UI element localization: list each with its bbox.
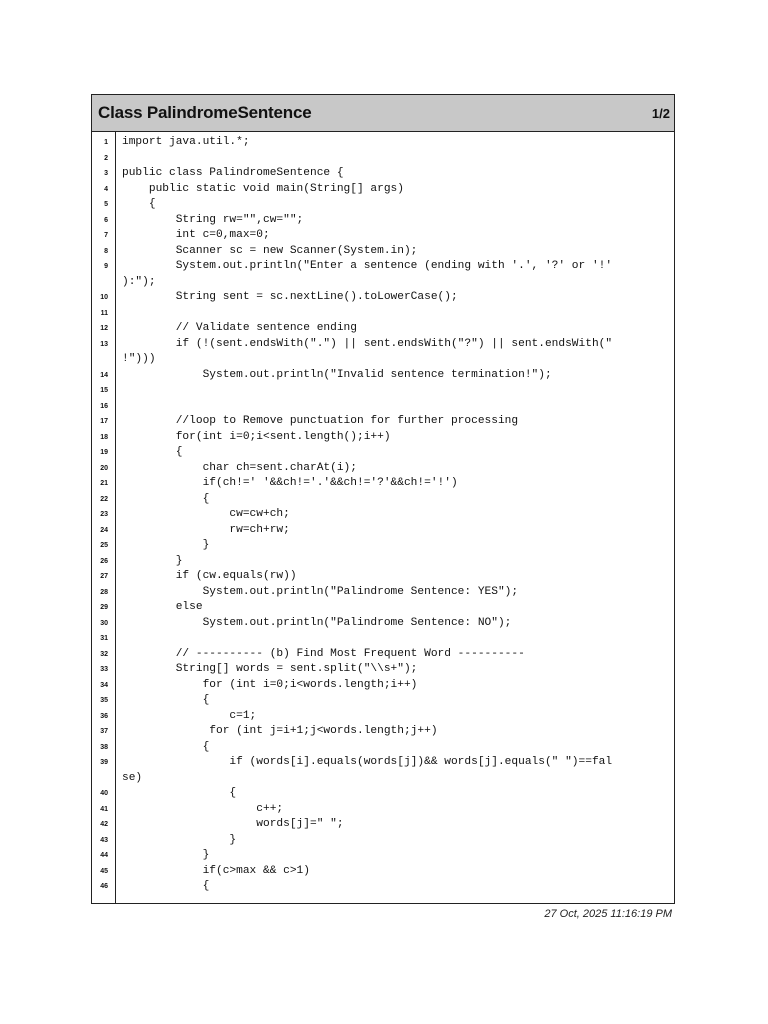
- line-number: 2: [104, 154, 108, 162]
- code-text: se): [122, 771, 143, 784]
- code-line: [92, 228, 674, 244]
- code-line: [92, 213, 674, 229]
- line-number: 32: [100, 650, 108, 658]
- code-line: [92, 879, 674, 895]
- code-line: [92, 337, 674, 353]
- code-text: {: [122, 446, 183, 458]
- line-number: 3: [104, 170, 108, 177]
- line-number: 22: [100, 495, 108, 503]
- code-text: System.out.println("Palindrome Sentence: YES");: [122, 585, 519, 598]
- code-line: [92, 600, 674, 616]
- code-text: String rw="",cw="";: [122, 213, 304, 226]
- code-text: // Validate sentence ending: [122, 322, 357, 334]
- code-text: for(int i=0;i<sent.length();i++): [122, 430, 391, 443]
- line-number: 25: [100, 542, 108, 549]
- line-number: 9: [104, 263, 108, 270]
- line-number: 39: [100, 759, 108, 766]
- line-number: 44: [100, 852, 108, 859]
- code-line: [92, 709, 674, 725]
- code-line: [92, 182, 674, 198]
- code-text: // ---------- (b) Find Most Frequent Word ----------: [122, 647, 525, 660]
- code-line: [92, 631, 674, 647]
- code-line: [92, 848, 674, 864]
- code-text: {: [122, 740, 210, 753]
- code-line: [92, 321, 674, 337]
- line-number: 40: [100, 790, 108, 797]
- code-text: if(ch!=' '&&ch!='.'&&ch!='?'&&ch!='!'): [122, 477, 458, 489]
- code-line: [92, 740, 674, 756]
- code-line: [92, 554, 674, 570]
- line-number: 43: [100, 836, 108, 844]
- line-number: 23: [100, 511, 108, 518]
- code-line: [92, 585, 674, 601]
- line-number: 41: [100, 805, 108, 813]
- line-number: 6: [104, 216, 108, 224]
- code-text: words[j]=" ";: [122, 818, 344, 830]
- line-number: 26: [100, 557, 108, 565]
- code-text: {: [122, 492, 210, 505]
- code-line: [92, 647, 674, 663]
- code-text: !"))): [122, 353, 156, 365]
- line-number: 28: [100, 588, 108, 596]
- code-text: }: [122, 539, 210, 551]
- listing-header: [92, 95, 674, 132]
- line-number: 11: [100, 309, 108, 317]
- line-number: 45: [100, 867, 108, 875]
- code-text: System.out.println("Palindrome Sentence: NO");: [122, 616, 512, 629]
- line-number: 18: [100, 433, 108, 441]
- class-title: Class PalindromeSentence: [98, 103, 312, 122]
- code-line: [92, 616, 674, 632]
- code-line: [92, 352, 674, 368]
- line-number: 24: [100, 526, 108, 534]
- code-text: if (words[i].equals(words[j])&& words[j].equals(" ")==fal: [122, 756, 613, 768]
- code-text: int c=0,max=0;: [122, 229, 270, 241]
- line-number: 4: [104, 185, 108, 193]
- line-number: 46: [100, 883, 108, 890]
- code-listing-frame: [91, 94, 675, 904]
- line-number: 16: [100, 402, 108, 410]
- code-line: [92, 693, 674, 709]
- line-number: 17: [100, 418, 108, 425]
- line-number: 20: [100, 464, 108, 472]
- code-line: [92, 414, 674, 430]
- code-line: [92, 166, 674, 182]
- code-line: [92, 662, 674, 678]
- line-number: 30: [100, 619, 108, 627]
- code-text: public class PalindromeSentence {: [122, 167, 344, 179]
- code-line: [92, 461, 674, 477]
- print-timestamp: 27 Oct, 2025 11:16:19 PM: [544, 908, 672, 920]
- code-line: [92, 476, 674, 492]
- line-number: 14: [100, 371, 108, 379]
- line-number: 8: [104, 247, 108, 255]
- code-line: [92, 197, 674, 213]
- code-line: [92, 678, 674, 694]
- line-number: 37: [100, 728, 108, 735]
- code-text: {: [122, 787, 237, 799]
- line-number: 42: [100, 821, 108, 828]
- code-line: [92, 368, 674, 384]
- code-line: [92, 538, 674, 554]
- code-text: String[] words = sent.split("\\s+");: [122, 663, 418, 675]
- code-line: [92, 724, 674, 740]
- code-text: char ch=sent.charAt(i);: [122, 461, 357, 474]
- code-line: [92, 445, 674, 461]
- code-text: for (int j=i+1;j<words.length;j++): [122, 725, 438, 737]
- line-number: 38: [100, 743, 108, 751]
- code-line: [92, 802, 674, 818]
- code-line: [92, 383, 674, 399]
- code-text: import java.util.*;: [122, 136, 250, 148]
- line-number: 7: [104, 232, 108, 239]
- code-line: [92, 151, 674, 167]
- code-text: rw=ch+rw;: [122, 523, 290, 536]
- line-number: 27: [100, 573, 108, 580]
- code-text: if (!(sent.endsWith(".") || sent.endsWith("?") || sent.endsWith(": [122, 337, 613, 350]
- code-text: else: [122, 601, 203, 613]
- code-text: if(c>max && c>1): [122, 864, 310, 877]
- code-line: [92, 259, 674, 275]
- page-number: 1/2: [651, 105, 670, 121]
- code-text: System.out.println("Invalid sentence termination!");: [122, 368, 552, 381]
- code-line: [92, 817, 674, 833]
- code-text: public static void main(String[] args): [122, 182, 404, 195]
- code-line: [92, 523, 674, 539]
- code-text: String sent = sc.nextLine().toLowerCase();: [122, 291, 458, 303]
- code-text: {: [122, 694, 210, 706]
- code-text: cw=cw+ch;: [122, 508, 290, 520]
- code-text: }: [122, 849, 210, 861]
- code-text: for (int i=0;i<words.length;i++): [122, 678, 418, 691]
- code-line: [92, 755, 674, 771]
- line-number: 13: [100, 340, 108, 348]
- line-number: 29: [100, 604, 108, 611]
- line-number: 1: [104, 139, 108, 146]
- code-line: [92, 492, 674, 508]
- line-number: 12: [100, 325, 108, 332]
- line-number: 15: [100, 387, 108, 394]
- line-number: 10: [100, 294, 108, 301]
- code-text: ):");: [122, 275, 156, 288]
- code-text: System.out.println("Enter a sentence (ending with '.', '?' or '!': [122, 260, 613, 272]
- line-number: 31: [100, 635, 108, 642]
- code-line: [92, 430, 674, 446]
- line-number: 33: [100, 666, 108, 673]
- code-body: [92, 132, 674, 903]
- code-line: [92, 399, 674, 415]
- code-text: if (cw.equals(rw)): [122, 570, 297, 582]
- code-line: [92, 786, 674, 802]
- code-text: c=1;: [122, 709, 257, 722]
- code-line: [92, 507, 674, 523]
- code-line: [92, 864, 674, 880]
- line-number: 34: [100, 681, 108, 689]
- line-number: 36: [100, 712, 108, 720]
- code-text: {: [122, 880, 210, 892]
- code-line: [92, 290, 674, 306]
- code-text: }: [122, 833, 237, 846]
- code-line: [92, 833, 674, 849]
- code-text: }: [122, 554, 183, 567]
- line-number: 35: [100, 697, 108, 704]
- code-text: {: [122, 198, 156, 210]
- line-number: 5: [104, 201, 108, 208]
- code-line: [92, 275, 674, 291]
- code-line: [92, 771, 674, 787]
- code-line: [92, 244, 674, 260]
- code-text: c++;: [122, 802, 284, 815]
- line-number: 21: [100, 480, 108, 487]
- code-line: [92, 569, 674, 585]
- code-text: Scanner sc = new Scanner(System.in);: [122, 244, 418, 257]
- code-line: [92, 135, 674, 151]
- code-line: [92, 306, 674, 322]
- code-text: //loop to Remove punctuation for further processing: [122, 415, 519, 427]
- line-number: 19: [100, 449, 108, 456]
